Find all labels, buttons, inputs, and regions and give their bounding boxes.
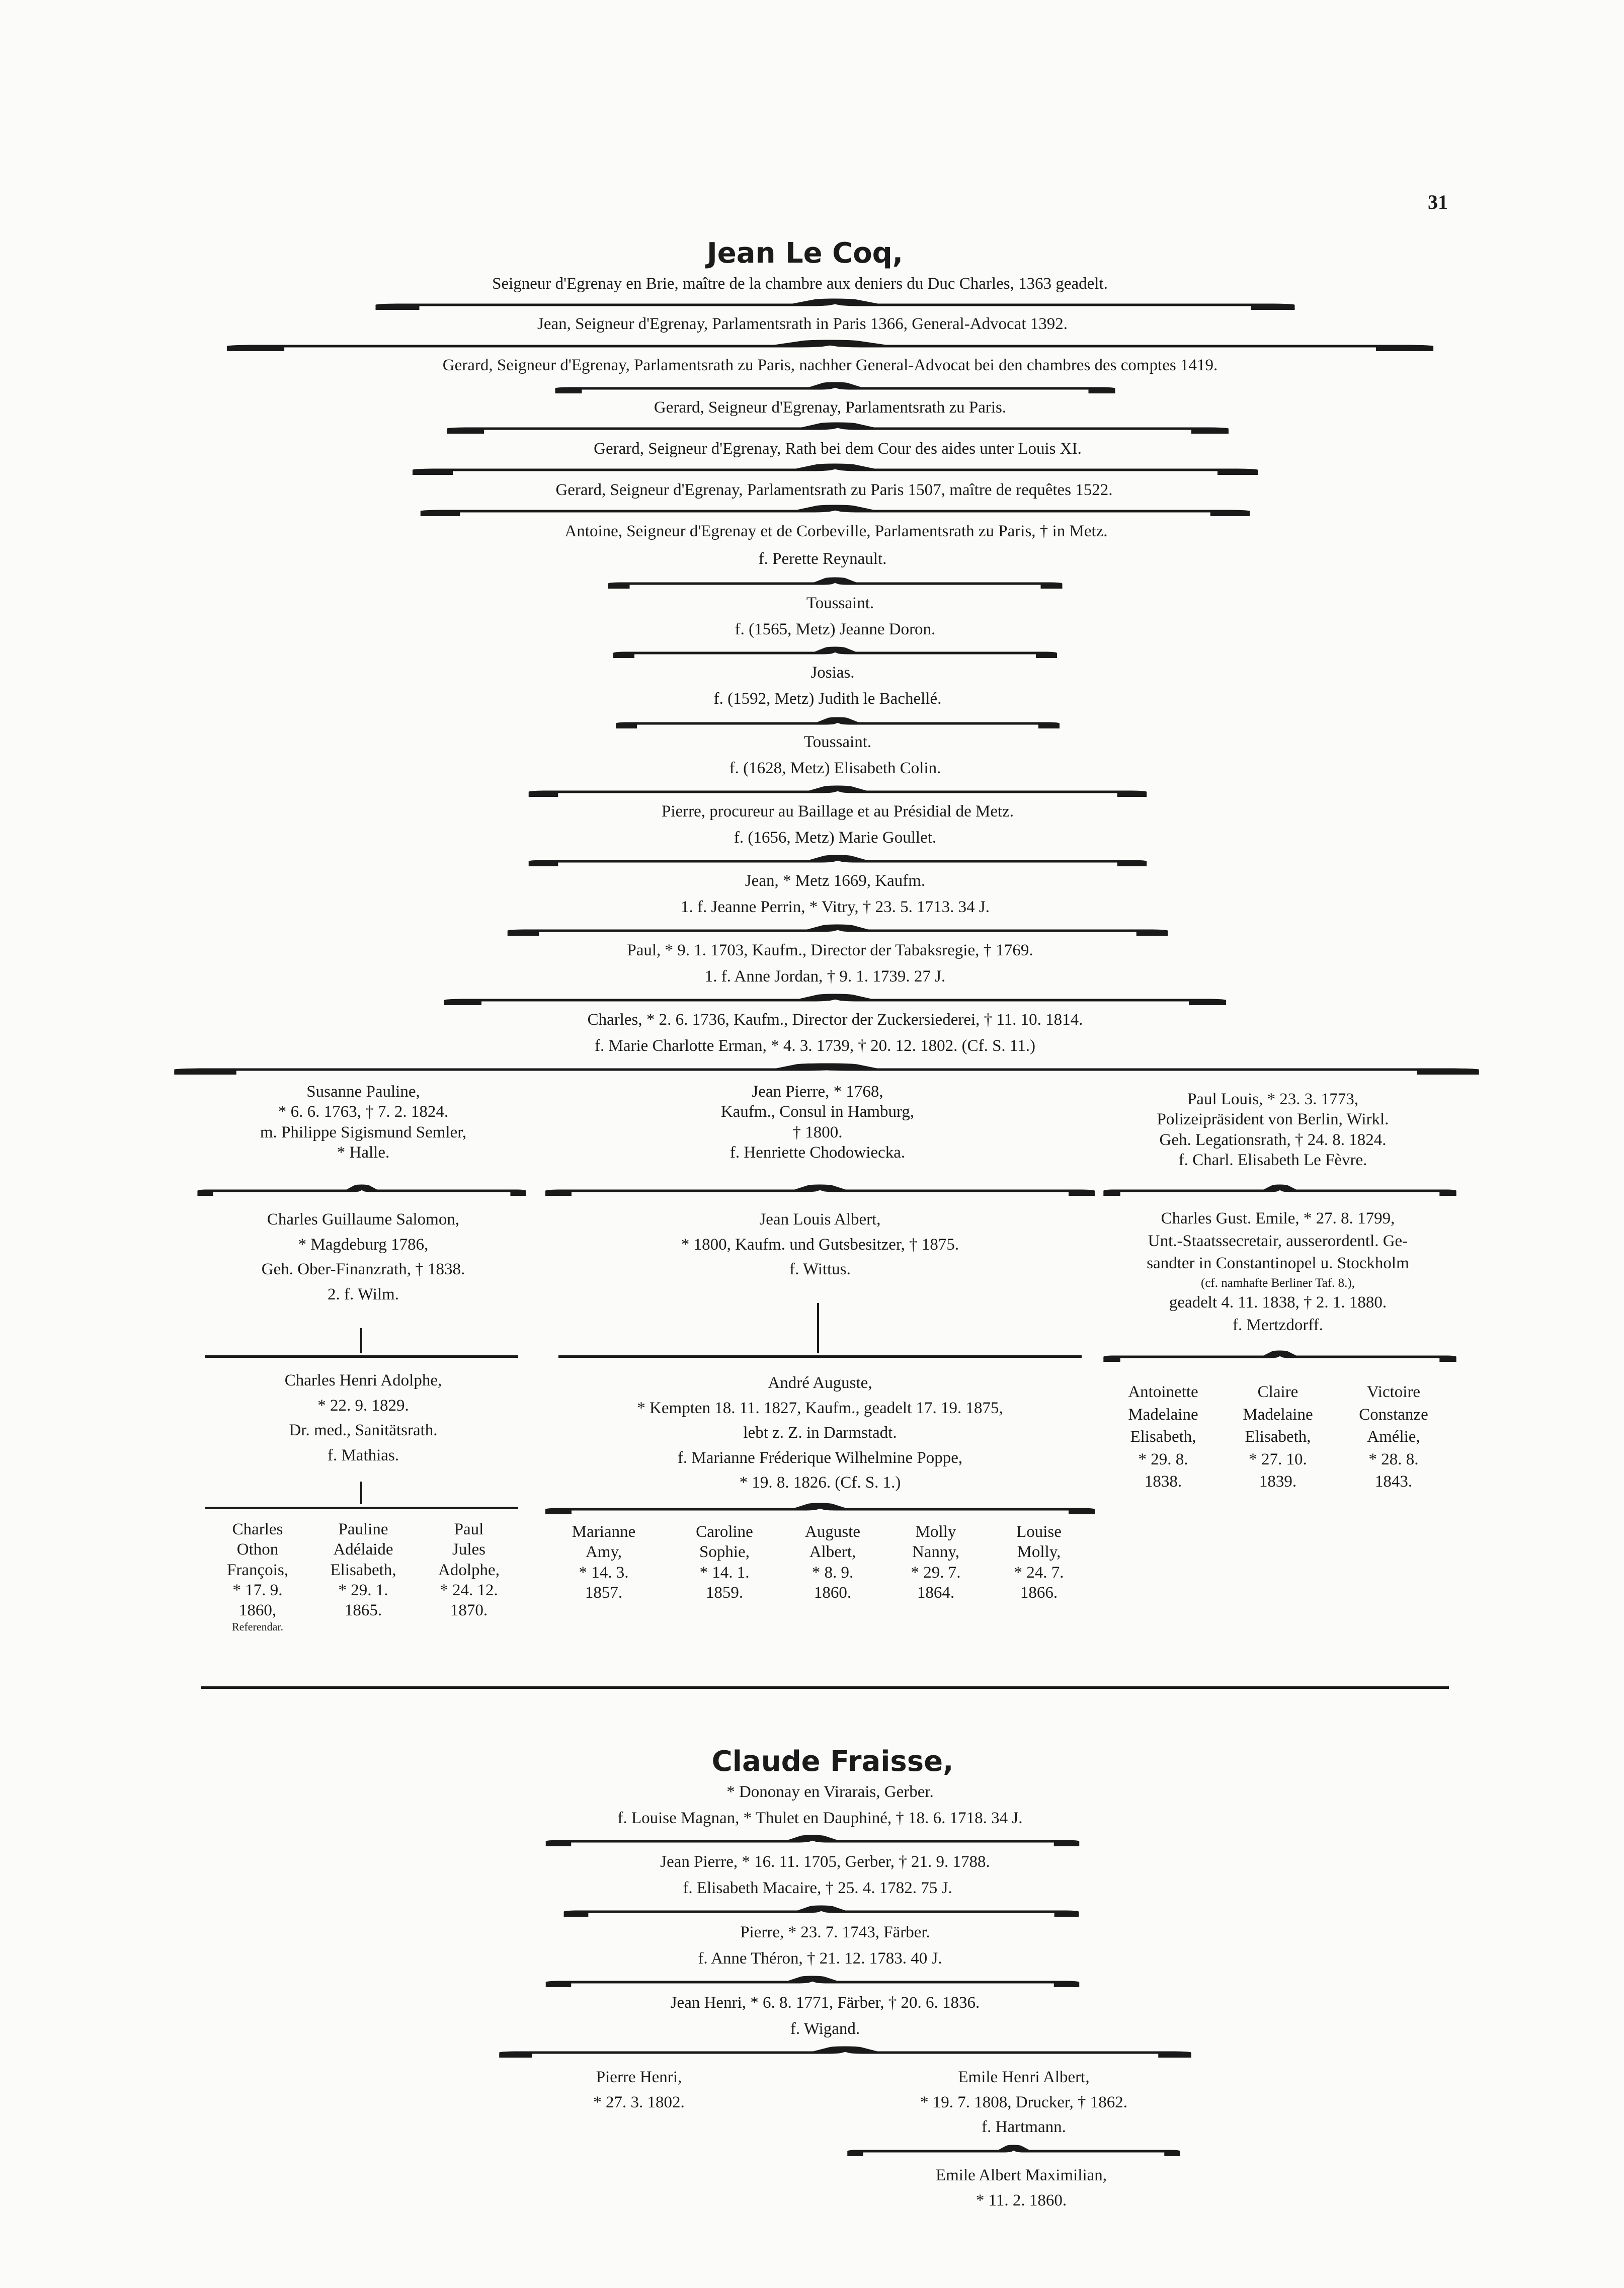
child-line: Amélie, (1367, 1428, 1420, 1446)
child-marianne-amy (572, 1522, 635, 1603)
child-line: Nanny, (912, 1543, 960, 1562)
section-divider (201, 1686, 1449, 1689)
gen-12-spouse: 1. f. Anne Jordan, † 9. 1. 1739. 27 J. (704, 967, 946, 986)
descent-line (360, 1482, 362, 1504)
descent-brace (463, 994, 1207, 1006)
child-charles-othon (227, 1519, 288, 1634)
charles-gust-line-6: f. Mertzdorff. (1233, 1316, 1323, 1334)
pierre-henri-line-2: * 27. 3. 1802. (593, 2093, 685, 2111)
child-line: * 17. 9. (232, 1581, 283, 1599)
generation-rule (205, 1355, 518, 1358)
descent-line (817, 1303, 819, 1353)
charles-guillaume-line-3: Geh. Ober-Finanzrath, † 1838. (261, 1260, 465, 1278)
child-note: Referendar. (232, 1620, 283, 1633)
child-line: Victoire (1366, 1383, 1421, 1401)
children-brace (516, 2047, 1175, 2059)
child-molly-nanny (911, 1522, 961, 1603)
paul-louis-line-2: Polizeipräsident von Berlin, Wirkl. (1157, 1110, 1389, 1129)
charles-gust-line-5: geadelt 4. 11. 1838, † 2. 1. 1880. (1169, 1293, 1387, 1312)
jean-louis-line-2: * 1800, Kaufm. und Gutsbesitzer, † 1875. (681, 1235, 959, 1254)
charles-guillaume-line-1: Charles Guillaume Salomon, (267, 1210, 460, 1229)
charles-guillaume-line-4: 2. f. Wilm. (328, 1285, 399, 1303)
child-line: 1857. (585, 1583, 623, 1602)
andre-line-5: * 19. 8. 1826. (Cf. S. 1.) (739, 1474, 901, 1492)
child-line: Pauline (338, 1520, 388, 1538)
descent-brace (205, 1185, 518, 1197)
gen-8-spouse: f. (1592, Metz) Judith le Bachellé. (713, 690, 942, 708)
charles-henri-line-1: Charles Henri Adolphe, (284, 1371, 442, 1390)
descent-brace (569, 382, 1102, 394)
fraisse-gen-1-spouse: f. Elisabeth Macaire, † 25. 4. 1782. 75 J. (683, 1879, 952, 1897)
child-line: François, (227, 1561, 288, 1579)
fraisse-gen-3: Jean Henri, * 6. 8. 1771, Färber, † 20. 6. 1836. (670, 1994, 980, 2012)
child-line: Othon (236, 1540, 279, 1559)
emile-henri-line-1: Emile Henri Albert, (958, 2068, 1090, 2086)
andre-line-4: f. Marianne Fréderique Wilhelmine Poppe, (677, 1448, 963, 1467)
child-line: Elisabeth, (1245, 1428, 1311, 1446)
descent-brace (433, 464, 1238, 476)
child-line: 1870. (450, 1601, 488, 1619)
andre-line-1: André Auguste, (768, 1374, 872, 1392)
charles-henri-line-4: f. Mathias. (327, 1446, 399, 1464)
jean-louis-line-3: f. Wittus. (789, 1260, 851, 1278)
descent-brace (619, 578, 1051, 590)
fraisse-gen-2: Pierre, * 23. 7. 1743, Färber. (740, 1923, 930, 1941)
child-louise-molly (1014, 1522, 1064, 1603)
jean-pierre-line-1: Jean Pierre, * 1768, (752, 1083, 883, 1101)
paul-louis-line-1: Paul Louis, * 23. 3. 1773, (1187, 1090, 1359, 1108)
charles-gust-line-2: Unt.-Staatssecretair, ausserordentl. Ge- (1148, 1232, 1408, 1250)
children-brace (558, 1503, 1082, 1515)
child-line: Jules (452, 1540, 485, 1559)
gen-8: Josias. (810, 664, 855, 682)
jean-louis-line-1: Jean Louis Albert, (759, 1210, 881, 1229)
descent-brace (543, 855, 1132, 867)
gen-4: Gerard, Seigneur d'Egrenay, Rath bei dem Cour des aides unter Louis XI. (594, 440, 1082, 458)
generation-rule (205, 1507, 518, 1509)
gen-13: Charles, * 2. 6. 1736, Kaufm., Director der Zuckersiederei, † 11. 10. 1814. (587, 1011, 1083, 1029)
gen-5: Gerard, Seigneur d'Egrenay, Parlamentsrath zu Paris 1507, maître de requêtes 1522. (555, 481, 1113, 499)
child-line: * 27. 10. (1249, 1450, 1307, 1468)
charles-gust-emile-entry (1147, 1207, 1409, 1336)
charles-guillaume-line-2: * Magdeburg 1786, (298, 1235, 429, 1254)
pierre-henri-line-1: Pierre Henri, (596, 2068, 682, 2086)
child-line: * 8. 9. (811, 1563, 854, 1582)
descent-brace (576, 1906, 1067, 1918)
child-line: 1839. (1259, 1473, 1297, 1491)
andre-line-2: * Kempten 18. 11. 1827, Kaufm., geadelt 17. 19. 1875, (637, 1399, 1003, 1417)
emile-henri-line-3: f. Hartmann. (982, 2118, 1066, 2136)
child-line: Adélaide (333, 1540, 393, 1559)
child-line: 1843. (1374, 1473, 1413, 1491)
child-line: 1859. (705, 1583, 744, 1602)
emile-albert-maximilian-entry (936, 2163, 1107, 2213)
jean-louis-albert-entry (681, 1207, 959, 1282)
descent-brace (256, 340, 1405, 352)
child-line: * 29. 8. (1138, 1450, 1188, 1468)
child-paul-jules (438, 1519, 500, 1620)
child-claire-madelaine (1243, 1381, 1313, 1493)
emile-albert-line-1: Emile Albert Maximilian, (935, 2166, 1107, 2184)
charles-henri-line-2: * 22. 9. 1829. (317, 1396, 409, 1415)
fraisse-gen-1: Jean Pierre, * 16. 11. 1705, Gerber, † 21. 9. 1788. (660, 1853, 990, 1871)
gen-7-spouse: f. (1565, Metz) Jeanne Doron. (735, 620, 936, 638)
child-line: 1860. (814, 1583, 852, 1602)
generation-rule (558, 1355, 1082, 1358)
gen-1: Jean, Seigneur d'Egrenay, Parlamentsrath in Paris 1366, General-Advocat 1392. (537, 315, 1068, 333)
fraisse-gen-3-spouse: f. Wigand. (790, 2020, 860, 2038)
gen-11: Jean, * Metz 1669, Kaufm. (745, 872, 926, 890)
child-line: * 14. 1. (699, 1563, 750, 1582)
child-line: Sophie, (699, 1543, 750, 1562)
susanne-line-4: * Halle. (337, 1143, 390, 1162)
fraisse-line-1: * Dononay en Virarais, Gerber. (726, 1783, 934, 1801)
gen-10: Pierre, procureur au Baillage et au Présidial de Metz. (661, 802, 1014, 821)
child-auguste-albert (805, 1522, 860, 1603)
paul-louis-line-4: f. Charl. Elisabeth Le Fèvre. (1178, 1151, 1367, 1169)
paul-louis-line-3: Geh. Legationsrath, † 24. 8. 1824. (1159, 1130, 1387, 1149)
children-brace (1112, 1351, 1448, 1363)
charles-gust-line-1: Charles Gust. Emile, * 27. 8. 1799, (1161, 1209, 1395, 1228)
charles-guillaume-entry (262, 1207, 465, 1307)
jean-pierre-line-3: † 1800. (792, 1123, 843, 1141)
charles-gust-line-3: sandter in Constantinopel u. Stockholm (1147, 1254, 1409, 1273)
child-line: 1860, (238, 1601, 277, 1619)
descent-brace (626, 717, 1049, 729)
descent-brace (558, 1185, 1082, 1197)
andre-line-3: lebt z. Z. in Darmstadt. (743, 1424, 897, 1442)
child-line: 1866. (1020, 1583, 1058, 1602)
fraisse-line-2: f. Louise Magnan, * Thulet en Dauphiné, † 18. 6. 1718. 34 J. (617, 1809, 1023, 1827)
child-line: Marianne (572, 1523, 636, 1541)
gen-12: Paul, * 9. 1. 1703, Kaufm., Director der Tabaksregie, † 1769. (627, 941, 1033, 959)
descent-line (360, 1328, 362, 1353)
child-line: * 28. 8. (1368, 1450, 1419, 1468)
descent-brace (440, 505, 1230, 517)
child-line: Paul (454, 1520, 484, 1538)
descent-brace (558, 1976, 1067, 1988)
child-line: Molly (915, 1523, 956, 1541)
gen-7: Toussaint. (806, 594, 874, 612)
child-line: * 29. 7. (911, 1563, 961, 1582)
jean-pierre-line-4: f. Henriette Chodowiecka. (729, 1143, 906, 1162)
gen-9-spouse: f. (1628, Metz) Elisabeth Colin. (729, 759, 941, 777)
jean-pierre-line-2: Kaufm., Consul in Hamburg, (720, 1103, 915, 1121)
child-victoire-constanze (1359, 1381, 1428, 1493)
child-line: Charles (232, 1520, 283, 1538)
child-line: Amy, (585, 1543, 622, 1562)
descent-brace (397, 299, 1273, 311)
child-line: 1864. (917, 1583, 955, 1602)
children-brace (205, 1064, 1448, 1076)
descent-brace (624, 647, 1046, 659)
descent-brace (558, 1835, 1067, 1847)
child-line: Claire (1257, 1383, 1298, 1401)
child-line: Louise (1016, 1523, 1062, 1541)
charles-gust-line-4: (cf. namhafte Berliner Taf. 8.), (1201, 1276, 1355, 1290)
child-line: * 24. 7. (1014, 1563, 1064, 1582)
child-line: Constanze (1359, 1405, 1428, 1424)
gen-13-spouse: f. Marie Charlotte Erman, * 4. 3. 1739, † 20. 12. 1802. (Cf. S. 11.) (595, 1037, 1035, 1055)
susanne-line-3: m. Philippe Sigismund Semler, (260, 1123, 467, 1141)
child-line: * 14. 3. (579, 1563, 629, 1582)
jean-pierre-entry (721, 1082, 914, 1163)
child-line: 1865. (344, 1601, 382, 1619)
child-line: * 24. 12. (440, 1581, 498, 1599)
child-line: Elisabeth, (1130, 1428, 1196, 1446)
gen-9: Toussaint. (803, 733, 872, 751)
charles-henri-entry (285, 1368, 442, 1468)
descent-brace (1112, 1185, 1448, 1197)
emile-henri-albert-entry (920, 2065, 1127, 2140)
pierre-henri-entry (593, 2065, 685, 2115)
page-number: 31 (1428, 191, 1448, 213)
gen-10-spouse: f. (1656, Metz) Marie Goullet. (734, 829, 937, 847)
child-line: Elisabeth, (330, 1561, 396, 1579)
descent-brace (465, 423, 1210, 435)
child-line: Albert, (809, 1543, 856, 1562)
charles-henri-line-3: Dr. med., Sanitätsrath. (289, 1421, 438, 1439)
paul-louis-entry (1157, 1089, 1389, 1170)
susanne-line-2: * 6. 6. 1763, † 7. 2. 1824. (278, 1103, 449, 1121)
emile-henri-line-2: * 19. 7. 1808, Drucker, † 1862. (920, 2093, 1128, 2111)
child-caroline-sophie (696, 1522, 753, 1603)
child-antoinette-madelaine (1128, 1381, 1198, 1493)
susanne-line-1: Susanne Pauline, (306, 1083, 420, 1101)
gen-2: Gerard, Seigneur d'Egrenay, Parlamentsrath zu Paris, nachher General-Advocat bei den chambres des comptes 1419. (442, 356, 1218, 374)
fraisse-title: Claude Fraisse, (711, 1745, 954, 1778)
child-line: Adolphe, (438, 1561, 500, 1579)
child-line: Caroline (696, 1523, 753, 1541)
fraisse-gen-2-spouse: f. Anne Théron, † 21. 12. 1783. 40 J. (698, 1949, 942, 1968)
andre-auguste-entry (637, 1371, 1003, 1496)
gen-6-spouse: f. Perette Reynault. (758, 550, 887, 568)
susanne-pauline-entry (260, 1082, 466, 1163)
child-line: Molly, (1017, 1543, 1061, 1562)
gen-3: Gerard, Seigneur d'Egrenay, Parlamentsrath zu Paris. (654, 398, 1007, 417)
emile-albert-line-2: * 11. 2. 1860. (976, 2191, 1067, 2210)
descent-brace (855, 2145, 1172, 2157)
child-line: Madelaine (1128, 1405, 1198, 1424)
gen-6: Antoine, Seigneur d'Egrenay et de Corbeville, Parlamentsrath zu Paris, † in Metz. (564, 522, 1108, 540)
lecoq-subtitle: Seigneur d'Egrenay en Brie, maître de la chambre aux deniers du Duc Charles, 1363 geadelt. (492, 275, 1108, 293)
child-pauline-adelaide (330, 1519, 396, 1620)
descent-brace (543, 786, 1132, 798)
descent-brace (523, 925, 1152, 937)
child-line: Madelaine (1243, 1405, 1313, 1424)
gen-11-spouse: 1. f. Jeanne Perrin, * Vitry, † 23. 5. 1713. 34 J. (681, 898, 990, 916)
lecoq-title: Jean Le Coq, (706, 237, 904, 270)
child-line: * 29. 1. (338, 1581, 388, 1599)
child-line: 1838. (1144, 1473, 1182, 1491)
child-line: Antoinette (1128, 1383, 1198, 1401)
child-line: Auguste (805, 1523, 860, 1541)
